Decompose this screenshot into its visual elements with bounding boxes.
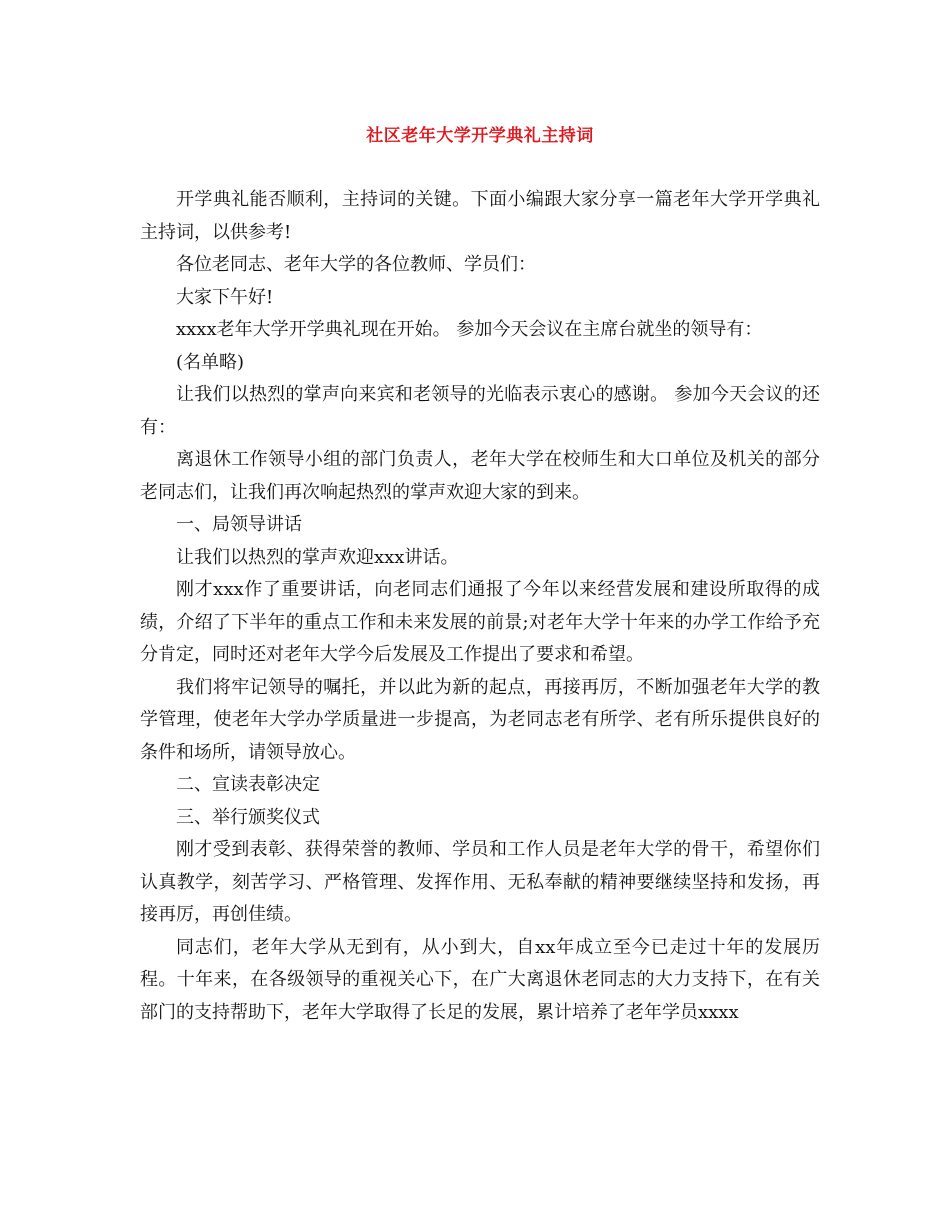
paragraph-opening: xxxx老年大学开学典礼现在开始。 参加今天会议在主席台就坐的领导有： [176, 319, 763, 340]
paragraph-history: 同志们，老年大学从无到有，从小到大，自xx年成立至今已走过十年的发展历程。十年来，在各级领导的重视关心下，在广大离退休老同志的大力支持下，在有关部门的支持帮助下，老年大学取得了长足的发展，累计培养了老年学员xxxx [140, 936, 820, 1023]
section-heading-1: 一、局领导讲话 [176, 514, 302, 535]
paragraph-name-list: (名单略) [176, 351, 245, 373]
paragraph-commitment: 我们将牢记领导的嘱托，并以此为新的起点，再接再厉，不断加强老年大学的教学管理，使老年大学办学质量进一步提高，为老同志老有所学、老有所乐提供良好的条件和场所，请领导放心。 [140, 676, 820, 763]
paragraph-intro: 开学典礼能否顺利，主持词的关键。下面小编跟大家分享一篇老年大学开学典礼主持词，以供参考! [140, 189, 820, 243]
paragraph-welcome-speech: 让我们以热烈的掌声欢迎xxx讲话。 [176, 546, 459, 568]
paragraph-thanks: 让我们以热烈的掌声向来宾和老领导的光临表示衷心的感谢。 参加今天会议的还有： [140, 384, 820, 438]
document-title: 社区老年大学开学典礼主持词 [366, 126, 594, 146]
paragraph-honorees: 刚才受到表彰、获得荣誉的教师、学员和工作人员是老年大学的骨干，希望你们认真教学，刻苦学习、严格管理、发挥作用、无私奉献的精神要继续坚持和发扬，再接再厉，再创佳绩。 [140, 839, 820, 925]
paragraph-salutation: 各位老同志、老年大学的各位教师、学员们： [176, 254, 536, 275]
paragraph-greeting: 大家下午好! [176, 286, 274, 308]
section-heading-2: 二、宣读表彰决定 [176, 774, 320, 795]
section-heading-3: 三、举行颁奖仪式 [176, 806, 320, 828]
paragraph-speech-summary: 刚才xxx作了重要讲话，向老同志们通报了今年以来经营发展和建设所取得的成绩，介绍了下半年的重点工作和未来发展的前景;对老年大学十年来的办学工作给予充分肯定，同时还对老年大学今后发展及工作提出了要求和希望。 [140, 579, 820, 665]
paragraph-attendees: 离退休工作领导小组的部门负责人，老年大学在校师生和大口单位及机关的部分老同志们，让我们再次响起热烈的掌声欢迎大家的到来。 [140, 449, 820, 503]
